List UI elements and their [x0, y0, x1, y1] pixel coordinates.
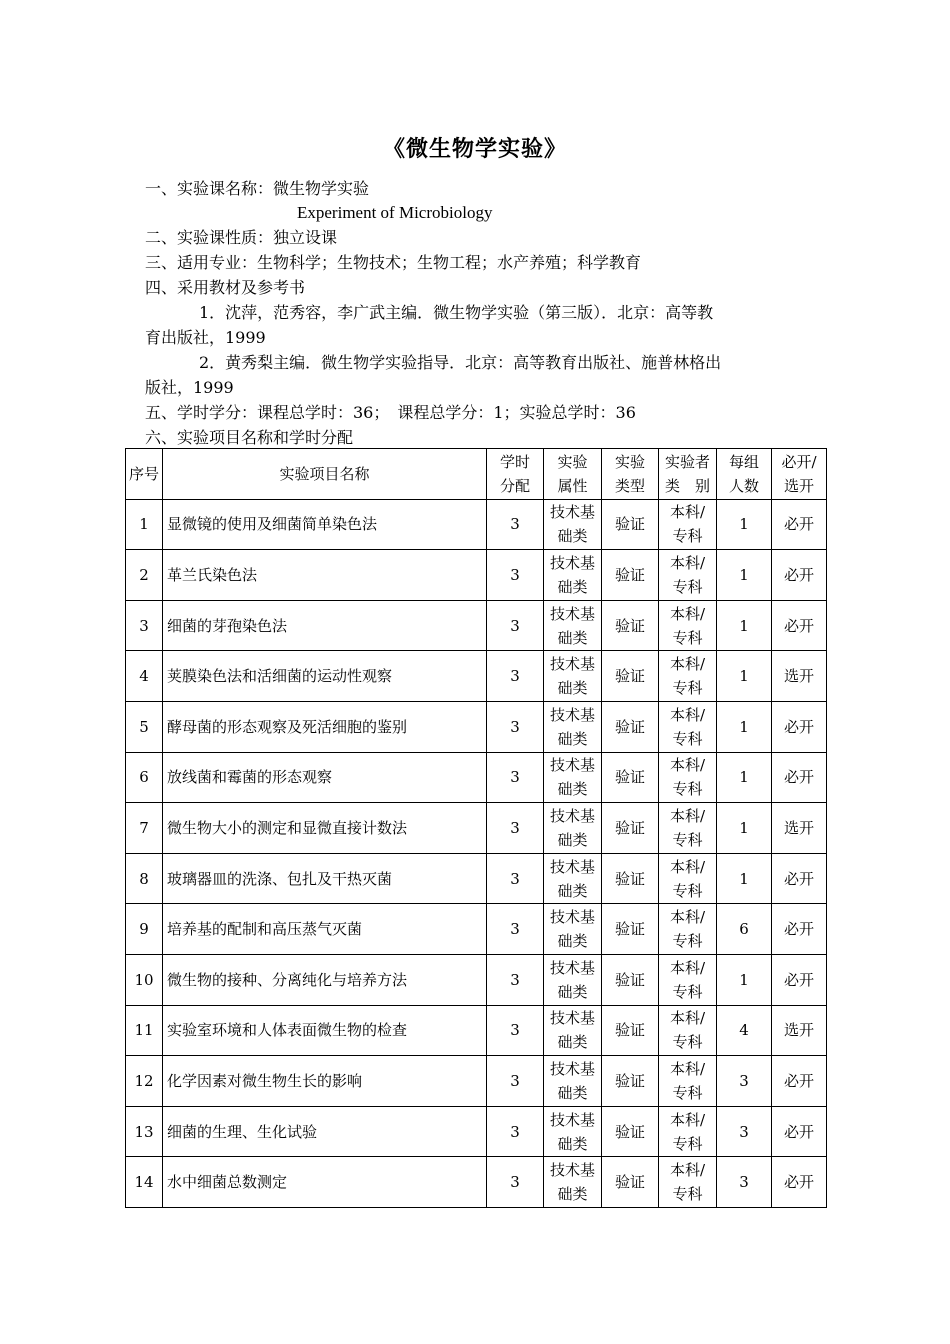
header-hours: 学时 分配: [487, 449, 544, 500]
cell-name: 玻璃器皿的洗涤、包扎及干热灭菌: [163, 853, 487, 904]
cell-hours: 3: [487, 803, 544, 854]
cell-name: 酵母菌的形态观察及死活细胞的鉴别: [163, 701, 487, 752]
cell-attribute: 技术基 础类: [544, 651, 602, 702]
cell-name: 水中细菌总数测定: [163, 1157, 487, 1208]
cell-attribute: 技术基 础类: [544, 1056, 602, 1107]
cell-required: 必开: [772, 853, 827, 904]
cell-required: 必开: [772, 904, 827, 955]
cell-no: 10: [126, 954, 163, 1005]
cell-no: 5: [126, 701, 163, 752]
cell-student-category: 本科/ 专科: [659, 550, 717, 601]
cell-required: 必开: [772, 550, 827, 601]
table-row: [126, 904, 827, 955]
cell-group-size: 1: [717, 499, 772, 550]
table-row: [126, 752, 827, 803]
cell-type: 验证: [602, 701, 659, 752]
cell-type: 验证: [602, 1005, 659, 1056]
cell-type: 验证: [602, 853, 659, 904]
cell-hours: 3: [487, 1056, 544, 1107]
cell-attribute: 技术基 础类: [544, 954, 602, 1005]
cell-required: 必开: [772, 1157, 827, 1208]
cell-student-category: 本科/ 专科: [659, 1056, 717, 1107]
cell-required: 选开: [772, 803, 827, 854]
table-row: [126, 651, 827, 702]
table-row: [126, 853, 827, 904]
cell-student-category: 本科/ 专科: [659, 600, 717, 651]
cell-name: 培养基的配制和高压蒸气灭菌: [163, 904, 487, 955]
cell-required: 必开: [772, 600, 827, 651]
cell-student-category: 本科/ 专科: [659, 1005, 717, 1056]
cell-hours: 3: [487, 499, 544, 550]
cell-hours: 3: [487, 954, 544, 1005]
table-row: [126, 1106, 827, 1157]
cell-hours: 3: [487, 1005, 544, 1056]
cell-type: 验证: [602, 600, 659, 651]
cell-type: 验证: [602, 651, 659, 702]
table-header-row: [126, 449, 827, 500]
experiment-table: [125, 448, 827, 1208]
cell-required: 选开: [772, 651, 827, 702]
textbooks-heading: 四、采用教材及参考书: [145, 278, 306, 297]
cell-hours: 3: [487, 701, 544, 752]
cell-group-size: 4: [717, 1005, 772, 1056]
cell-group-size: 1: [717, 550, 772, 601]
cell-type: 验证: [602, 1157, 659, 1208]
header-type: 实验 类型: [602, 449, 659, 500]
cell-group-size: 3: [717, 1056, 772, 1107]
cell-group-size: 3: [717, 1157, 772, 1208]
cell-hours: 3: [487, 904, 544, 955]
cell-hours: 3: [487, 853, 544, 904]
cell-required: 必开: [772, 1106, 827, 1157]
cell-hours: 3: [487, 600, 544, 651]
cell-attribute: 技术基 础类: [544, 550, 602, 601]
cell-group-size: 3: [717, 1106, 772, 1157]
cell-attribute: 技术基 础类: [544, 499, 602, 550]
cell-no: 11: [126, 1005, 163, 1056]
document-title: 《微生物学实验》: [382, 136, 567, 162]
reference-2-line-2: 版社，1999: [145, 378, 234, 397]
cell-student-category: 本科/ 专科: [659, 803, 717, 854]
cell-no: 1: [126, 499, 163, 550]
cell-group-size: 1: [717, 701, 772, 752]
cell-name: 化学因素对微生物生长的影响: [163, 1056, 487, 1107]
table-body: [126, 499, 827, 1207]
cell-student-category: 本科/ 专科: [659, 904, 717, 955]
table-row: [126, 701, 827, 752]
majors-line: 三、适用专业：生物科学；生物技术；生物工程；水产养殖；科学教育: [145, 253, 642, 272]
cell-name: 微生物大小的测定和显微直接计数法: [163, 803, 487, 854]
cell-hours: 3: [487, 550, 544, 601]
cell-attribute: 技术基 础类: [544, 1106, 602, 1157]
cell-type: 验证: [602, 752, 659, 803]
cell-required: 必开: [772, 954, 827, 1005]
cell-group-size: 1: [717, 853, 772, 904]
course-name-line: 一、实验课名称：微生物学实验: [145, 179, 370, 198]
cell-group-size: 1: [717, 600, 772, 651]
cell-name: 细菌的芽孢染色法: [163, 600, 487, 651]
table-row: [126, 954, 827, 1005]
cell-name: 显微镜的使用及细菌简单染色法: [163, 499, 487, 550]
table-row: [126, 499, 827, 550]
reference-1-line-1: 1．沈萍，范秀容，李广武主编．微生物学实验（第三版）．北京：高等教: [199, 303, 714, 322]
cell-attribute: 技术基 础类: [544, 803, 602, 854]
table-row: [126, 1005, 827, 1056]
cell-required: 必开: [772, 701, 827, 752]
cell-group-size: 6: [717, 904, 772, 955]
cell-hours: 3: [487, 651, 544, 702]
cell-group-size: 1: [717, 651, 772, 702]
cell-attribute: 技术基 础类: [544, 752, 602, 803]
cell-hours: 3: [487, 752, 544, 803]
cell-group-size: 1: [717, 954, 772, 1005]
cell-no: 7: [126, 803, 163, 854]
cell-hours: 3: [487, 1157, 544, 1208]
cell-name: 荚膜染色法和活细菌的运动性观察: [163, 651, 487, 702]
cell-attribute: 技术基 础类: [544, 1157, 602, 1208]
cell-required: 必开: [772, 499, 827, 550]
cell-student-category: 本科/ 专科: [659, 1106, 717, 1157]
cell-name: 微生物的接种、分离纯化与培养方法: [163, 954, 487, 1005]
cell-group-size: 1: [717, 803, 772, 854]
hours-credits-line: 五、学时学分：课程总学时：36； 课程总学分：1；实验总学时：36: [145, 403, 636, 422]
cell-no: 2: [126, 550, 163, 601]
cell-attribute: 技术基 础类: [544, 600, 602, 651]
cell-name: 放线菌和霉菌的形态观察: [163, 752, 487, 803]
cell-hours: 3: [487, 1106, 544, 1157]
table-row: [126, 1056, 827, 1107]
cell-attribute: 技术基 础类: [544, 701, 602, 752]
cell-required: 选开: [772, 1005, 827, 1056]
cell-required: 必开: [772, 1056, 827, 1107]
table-row: [126, 803, 827, 854]
cell-attribute: 技术基 础类: [544, 1005, 602, 1056]
cell-student-category: 本科/ 专科: [659, 1157, 717, 1208]
projects-heading: 六、实验项目名称和学时分配: [145, 428, 354, 447]
cell-attribute: 技术基 础类: [544, 904, 602, 955]
cell-student-category: 本科/ 专科: [659, 701, 717, 752]
cell-type: 验证: [602, 954, 659, 1005]
cell-student-category: 本科/ 专科: [659, 853, 717, 904]
table-row: [126, 600, 827, 651]
cell-no: 6: [126, 752, 163, 803]
header-student-category: 实验者 类 别: [659, 449, 717, 500]
header-required: 必开/ 选开: [772, 449, 827, 500]
header-attribute: 实验 属性: [544, 449, 602, 500]
header-group-size: 每组 人数: [717, 449, 772, 500]
table-row: [126, 550, 827, 601]
cell-name: 细菌的生理、生化试验: [163, 1106, 487, 1157]
cell-type: 验证: [602, 550, 659, 601]
reference-1-line-2: 育出版社，1999: [145, 328, 266, 347]
cell-student-category: 本科/ 专科: [659, 499, 717, 550]
cell-type: 验证: [602, 1106, 659, 1157]
cell-no: 4: [126, 651, 163, 702]
cell-no: 8: [126, 853, 163, 904]
cell-group-size: 1: [717, 752, 772, 803]
cell-name: 实验室环境和人体表面微生物的检查: [163, 1005, 487, 1056]
cell-name: 革兰氏染色法: [163, 550, 487, 601]
cell-required: 必开: [772, 752, 827, 803]
cell-type: 验证: [602, 499, 659, 550]
course-name-english: Experiment of Microbiology: [297, 203, 493, 222]
header-name: 实验项目名称: [163, 449, 487, 500]
cell-type: 验证: [602, 1056, 659, 1107]
course-nature-line: 二、实验课性质：独立设课: [145, 228, 338, 247]
cell-student-category: 本科/ 专科: [659, 752, 717, 803]
cell-student-category: 本科/ 专科: [659, 651, 717, 702]
cell-type: 验证: [602, 904, 659, 955]
cell-no: 12: [126, 1056, 163, 1107]
reference-2-line-1: 2．黄秀梨主编．微生物学实验指导．北京：高等教育出版社、施普林格出: [199, 353, 722, 372]
cell-student-category: 本科/ 专科: [659, 954, 717, 1005]
header-no: 序号: [126, 449, 163, 500]
cell-no: 9: [126, 904, 163, 955]
cell-no: 14: [126, 1157, 163, 1208]
cell-type: 验证: [602, 803, 659, 854]
table-row: [126, 1157, 827, 1208]
cell-no: 3: [126, 600, 163, 651]
cell-attribute: 技术基 础类: [544, 853, 602, 904]
cell-no: 13: [126, 1106, 163, 1157]
